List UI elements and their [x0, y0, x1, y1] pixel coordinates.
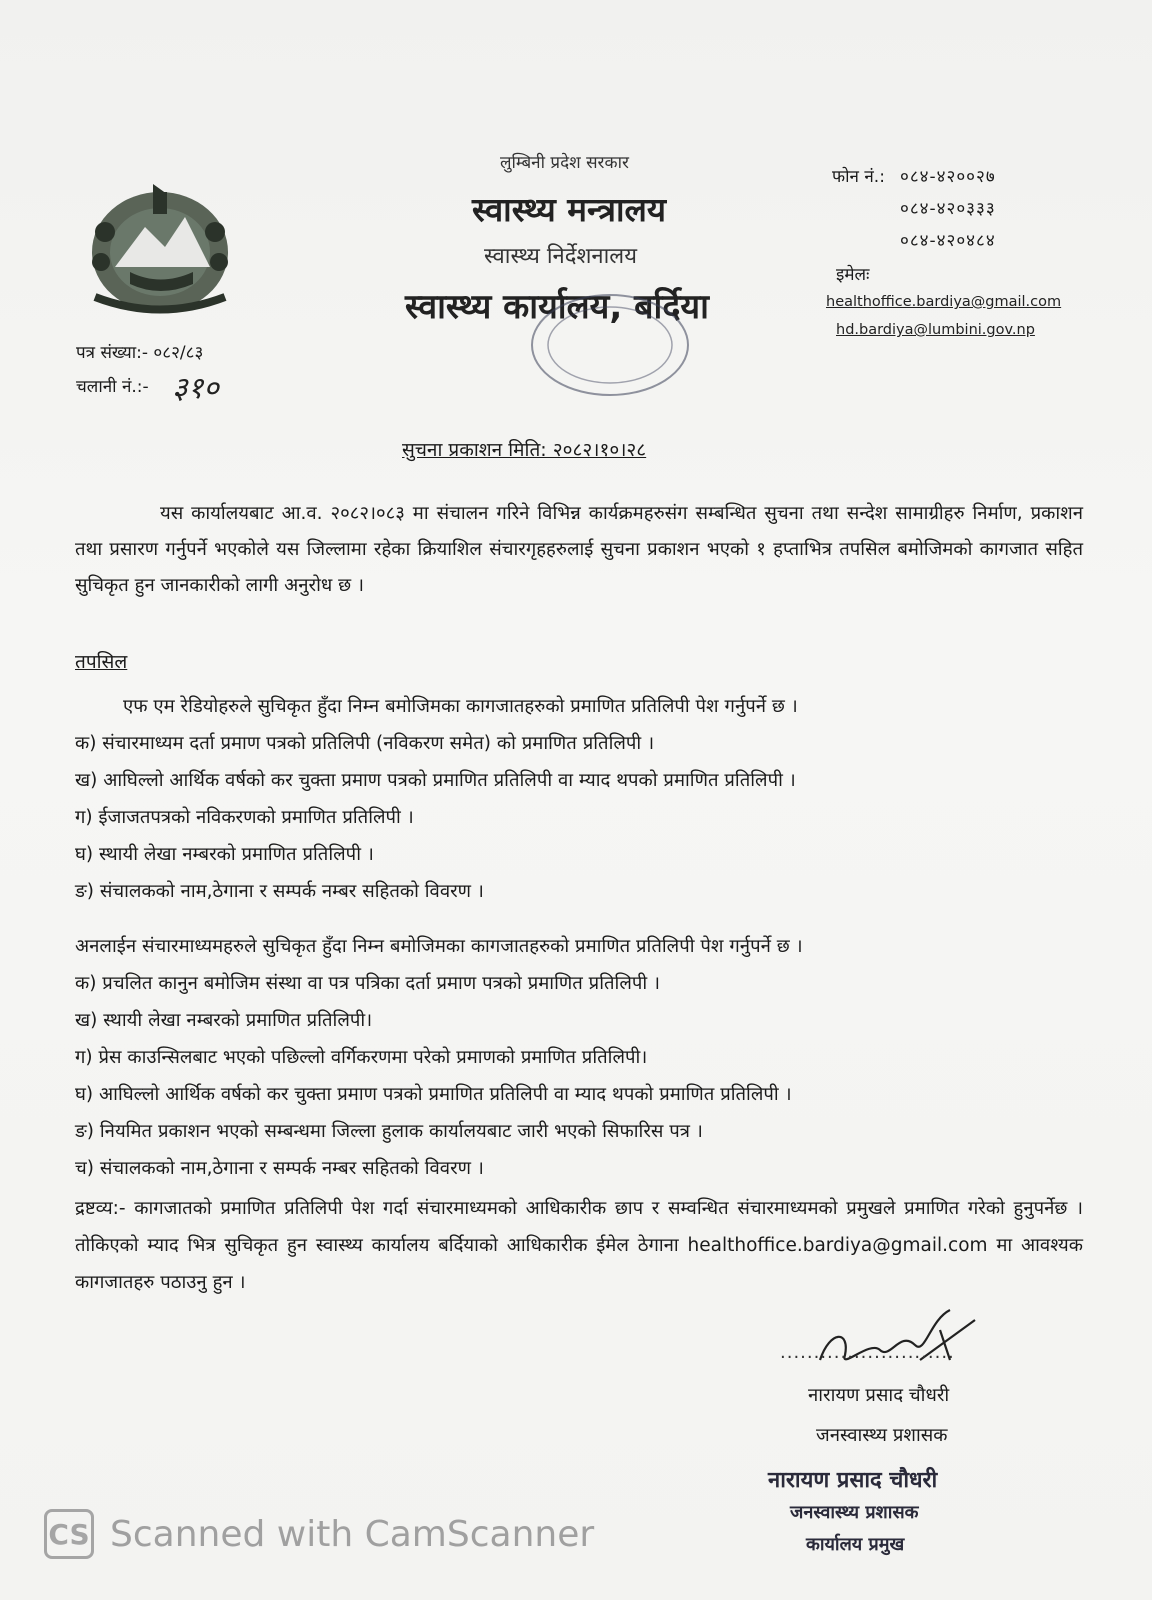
watermark-text: Scanned with CamScanner — [110, 1513, 595, 1555]
office-name: स्वास्थ्य कार्यालय, बर्दिया — [405, 287, 709, 327]
email-label: इमेलः — [836, 265, 870, 285]
list-item: क) संचारमाध्यम दर्ता प्रमाण पत्रको प्रतिलिपी (नविकरण समेत) को प्रमाणित प्रतिलिपी । — [75, 733, 655, 754]
phone-number-3: ०८४-४२०४८४ — [900, 231, 996, 251]
email-link-2[interactable]: hd.bardiya@lumbini.gov.np — [836, 322, 1035, 338]
stamp-role: कार्यालय प्रमुख — [806, 1534, 905, 1555]
list-item: ग) प्रेस काउन्सिलबाट भएको पछिल्लो वर्गिकरणमा परेको प्रमाणको प्रमाणित प्रतिलिपी। — [75, 1047, 648, 1068]
directorate-name: स्वास्थ्य निर्देशनालय — [484, 244, 637, 269]
stamp-name: नारायण प्रसाद चौधरी — [768, 1468, 938, 1493]
list-item: ङ) नियमित प्रकाशन भएको सम्बन्धमा जिल्ला हुलाक कार्यालयबाट जारी भएको सिफारिस पत्र । — [75, 1121, 703, 1142]
list-item: ङ) संचालकको नाम,ठेगाना र सम्पर्क नम्बर सहितको विवरण । — [75, 881, 484, 902]
list-item: च) संचालकको नाम,ठेगाना र सम्पर्क नम्बर सहितको विवरण । — [75, 1158, 484, 1179]
phone-number-1: ०८४-४२००२७ — [900, 167, 996, 187]
dispatch-number: ३१० — [172, 371, 219, 406]
camscanner-watermark — [44, 1506, 594, 1562]
phone-number-2: ०८४-४२०३३३ — [900, 199, 996, 219]
list-item: क) प्रचलित कानुन बमोजिम संस्था वा पत्र पत्रिका दर्ता प्रमाण पत्रको प्रमाणित प्रतिलिपी । — [75, 973, 661, 994]
notice-date: सुचना प्रकाशन मिति: २०८२।१०।२८ — [402, 439, 647, 461]
nepal-emblem-icon — [75, 172, 245, 322]
stamp-title: जनस्वास्थ्य प्रशासक — [790, 1502, 919, 1523]
signature-scribble-icon — [800, 1300, 990, 1380]
intro-paragraph — [75, 496, 1083, 604]
government-name: लुम्बिनी प्रदेश सरकार — [500, 153, 629, 173]
office-stamp-icon — [515, 290, 705, 410]
fm-heading: एफ एम रेडियोहरुले सुचिकृत हुँदा निम्न बमोजिमका कागजातहरुको प्रमाणित प्रतिलिपी पेश गर्नुपर्ने छ । — [123, 696, 798, 717]
signatory-title: जनस्वास्थ्य प्रशासक — [816, 1425, 948, 1446]
intro-text: यस कार्यालयबाट आ.व. २०८२।०८३ मा संचालन गरिने विभिन्न कार्यक्रमहरुसंग सम्बन्धित सुचना तथा सन्देश सामाग्रीहरु निर्माण, प्रकाशन तथा प्रसारण गर्नुपर्ने भएकोले यस जिल्लामा रहेका क्रियाशिल संचारगृहहरुलाई सुचना प्रकाशन भएको १ हप्ताभित्र तपसिल बमोजिमको कागजात सहित सुचिकृत हुन जानकारीको लागी अनुरोध छ । — [75, 503, 1083, 596]
list-item: ख) स्थायी लेखा नम्बरको प्रमाणित प्रतिलिपी। — [75, 1010, 373, 1031]
camscanner-logo-icon: CS — [44, 1509, 94, 1559]
email-link-1[interactable]: healthoffice.bardiya@gmail.com — [826, 294, 1062, 310]
phone-label: फोन नं.: — [832, 167, 885, 187]
ministry-name: स्वास्थ्य मन्त्रालय — [472, 190, 667, 229]
letter-number: पत्र संख्या:- ०८२/८३ — [76, 343, 204, 363]
signature-line: .......................... — [780, 1342, 955, 1363]
note-paragraph: द्रष्टव्य:- कागजातको प्रमाणित प्रतिलिपी पेश गर्दा संचारमाध्यमको आधिकारीक छाप र सम्वन्धित संचारमाध्यमको प्रमुखले प्रमाणित गरेको हुनुपर्नेछ । तोकिएको म्याद भित्र सुचिकृत हुन स्वास्थ्य कार्यालय बर्दियाको आधिकारीक ईमेल ठेगाना healthoffice.bardiya@gmail.com मा आवश्यक कागजातहरु पठाउनु हुन । — [75, 1198, 1083, 1293]
list-item: ग) ईजाजतपत्रको नविकरणको प्रमाणित प्रतिलिपी । — [75, 807, 414, 828]
section-title: तपसिल — [75, 651, 128, 673]
list-item: ख) आघिल्लो आर्थिक वर्षको कर चुक्ता प्रमाण पत्रको प्रमाणित प्रतिलिपी वा म्याद थपको प्रमाणित प्रतिलिपी । — [75, 770, 796, 791]
list-item: घ) आघिल्लो आर्थिक वर्षको कर चुक्ता प्रमाण पत्रको प्रमाणित प्रतिलिपी वा म्याद थपको प्रमाणित प्रतिलिपी । — [75, 1084, 792, 1105]
signatory-name: नारायण प्रसाद चौधरी — [808, 1385, 950, 1406]
dispatch-label: चलानी नं.:- — [76, 377, 149, 397]
fm-requirements — [75, 688, 1085, 910]
list-item: घ) स्थायी लेखा नम्बरको प्रमाणित प्रतिलिपी । — [75, 844, 374, 865]
online-requirements — [75, 928, 1085, 1187]
online-heading: अनलाईन संचारमाध्यमहरुले सुचिकृत हुँदा निम्न बमोजिमका कागजातहरुको प्रमाणित प्रतिलिपी पेश गर्नुपर्ने छ । — [75, 936, 803, 957]
